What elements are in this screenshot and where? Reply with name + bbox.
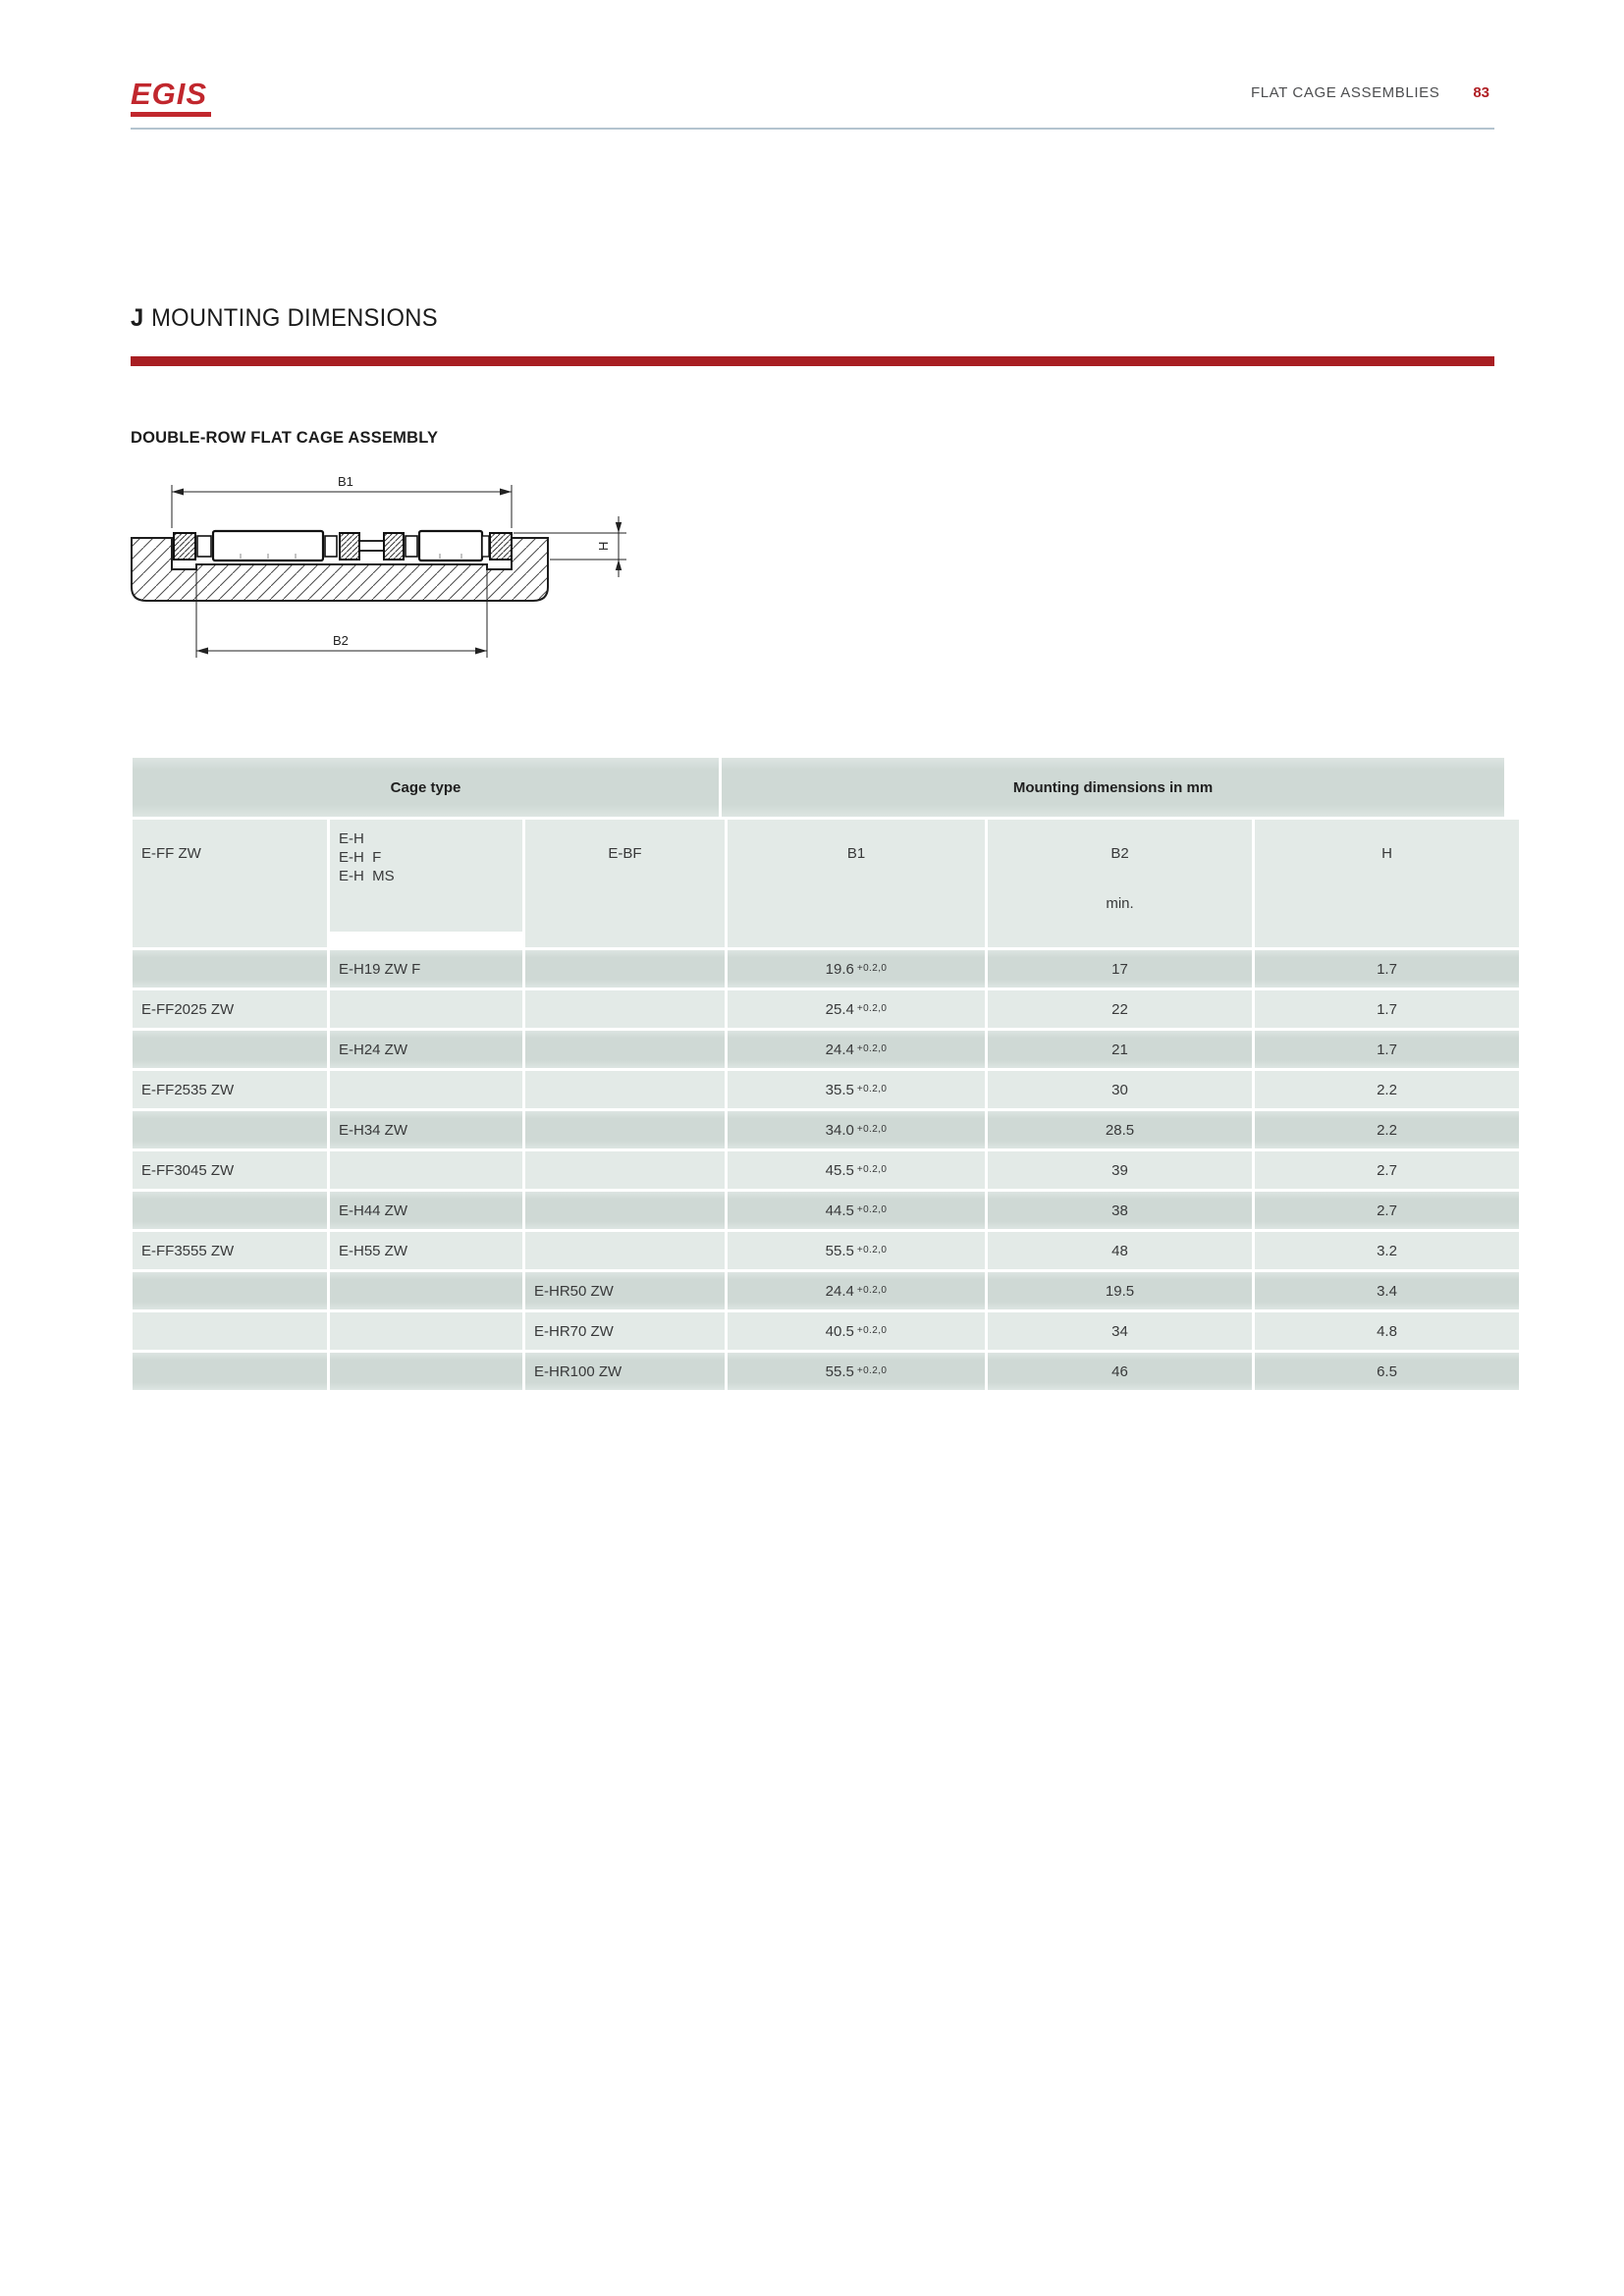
column-header-ebf: E-BF xyxy=(525,820,725,947)
cell-ebf xyxy=(525,990,725,1028)
table-row xyxy=(133,1071,1504,1108)
cell-ebf xyxy=(525,1071,725,1108)
table-row xyxy=(133,1111,1504,1148)
group-header-mounting-dimensions: Mounting dimensions in mm xyxy=(722,758,1504,817)
b1-tolerance: +0.2,0 xyxy=(856,1244,888,1255)
section-divider-bar xyxy=(131,356,1494,366)
table-row xyxy=(133,1353,1504,1390)
cell-eff-zw xyxy=(133,1272,327,1309)
b1-tolerance: +0.2,0 xyxy=(856,1203,888,1215)
cell-b2: 17 xyxy=(988,950,1252,988)
cage-spacer xyxy=(482,536,489,557)
cell-h: 3.2 xyxy=(1255,1232,1519,1269)
b1-value: 25.4 xyxy=(825,1000,854,1018)
column-header-b2 xyxy=(988,820,1252,947)
section-title-text: MOUNTING DIMENSIONS xyxy=(151,304,438,332)
b1-value: 34.0 xyxy=(825,1121,854,1139)
column-header-b1: B1 xyxy=(728,820,985,947)
column-header-h: H xyxy=(1255,820,1519,947)
b1-value: 40.5 xyxy=(825,1322,854,1340)
cell-b1 xyxy=(728,1192,985,1229)
cell-eh: E-H19 ZW F xyxy=(330,950,522,988)
column-header-b2-min: min. xyxy=(1106,895,1134,912)
table-row xyxy=(133,1312,1504,1350)
b1-tolerance: +0.2,0 xyxy=(856,962,888,974)
column-header-eff-zw: E-FF ZW xyxy=(133,820,327,947)
cell-eff-zw xyxy=(133,1192,327,1229)
cell-eh xyxy=(330,1353,522,1390)
cell-b1 xyxy=(728,1312,985,1350)
cage-center-link xyxy=(359,541,384,551)
cell-h: 2.2 xyxy=(1255,1111,1519,1148)
cell-ebf xyxy=(525,950,725,988)
cell-b1 xyxy=(728,990,985,1028)
table-row xyxy=(133,1232,1504,1269)
egis-logo: EGIS xyxy=(131,79,211,117)
b1-value: 19.6 xyxy=(825,960,854,978)
cell-ebf: E-HR50 ZW xyxy=(525,1272,725,1309)
cage-end-block-left xyxy=(174,533,195,560)
cell-h: 1.7 xyxy=(1255,990,1519,1028)
cell-b1 xyxy=(728,1111,985,1148)
table-column-header-row xyxy=(133,820,1504,947)
cell-ebf xyxy=(525,1111,725,1148)
cell-h: 1.7 xyxy=(1255,1031,1519,1068)
cage-end-block-right xyxy=(490,533,512,560)
cell-b2: 30 xyxy=(988,1071,1252,1108)
cell-b1 xyxy=(728,1272,985,1309)
cell-eff-zw xyxy=(133,1031,327,1068)
cell-ebf xyxy=(525,1151,725,1189)
cell-b1 xyxy=(728,1071,985,1108)
cell-eh: E-H55 ZW xyxy=(330,1232,522,1269)
cell-eff-zw xyxy=(133,1111,327,1148)
column-header-eh xyxy=(330,820,522,932)
page-header xyxy=(1251,84,1489,101)
cage-spacer xyxy=(406,536,417,557)
column-header-eh-line: E-H xyxy=(339,830,364,847)
b1-tolerance: +0.2,0 xyxy=(856,1364,888,1376)
column-header-b2-label: B2 xyxy=(1110,845,1129,862)
dim-label-b2: B2 xyxy=(333,633,349,648)
b1-tolerance: +0.2,0 xyxy=(856,1163,888,1175)
cell-b1 xyxy=(728,1232,985,1269)
cell-b2: 46 xyxy=(988,1353,1252,1390)
b1-tolerance: +0.2,0 xyxy=(856,1042,888,1054)
cell-h: 6.5 xyxy=(1255,1353,1519,1390)
b1-tolerance: +0.2,0 xyxy=(856,1123,888,1135)
cage-spacer xyxy=(197,536,211,557)
table-group-header-row xyxy=(133,758,1504,817)
table-row xyxy=(133,990,1504,1028)
table-row xyxy=(133,1151,1504,1189)
cell-ebf: E-HR100 ZW xyxy=(525,1353,725,1390)
b1-value: 55.5 xyxy=(825,1242,854,1259)
cell-eff-zw: E-FF3045 ZW xyxy=(133,1151,327,1189)
cell-ebf xyxy=(525,1192,725,1229)
cell-h: 3.4 xyxy=(1255,1272,1519,1309)
cell-eff-zw: E-FF3555 ZW xyxy=(133,1232,327,1269)
subsection-title: DOUBLE-ROW FLAT CAGE ASSEMBLY xyxy=(131,429,439,447)
dim-label-b1: B1 xyxy=(338,474,353,489)
cell-eh xyxy=(330,1272,522,1309)
b1-tolerance: +0.2,0 xyxy=(856,1324,888,1336)
cell-b2: 48 xyxy=(988,1232,1252,1269)
cell-eff-zw: E-FF2535 ZW xyxy=(133,1071,327,1108)
cell-eh xyxy=(330,990,522,1028)
cell-eh: E-H24 ZW xyxy=(330,1031,522,1068)
cell-b1 xyxy=(728,1151,985,1189)
header-rule xyxy=(131,128,1494,130)
section-letter: J xyxy=(131,304,144,332)
cell-h: 2.7 xyxy=(1255,1192,1519,1229)
cell-eh xyxy=(330,1312,522,1350)
page-number: 83 xyxy=(1473,84,1489,101)
cell-eff-zw xyxy=(133,1312,327,1350)
column-header-eh-line: E-H MS xyxy=(339,868,395,884)
b1-value: 35.5 xyxy=(825,1081,854,1098)
cell-h: 4.8 xyxy=(1255,1312,1519,1350)
b1-tolerance: +0.2,0 xyxy=(856,1002,888,1014)
b1-value: 24.4 xyxy=(825,1282,854,1300)
cell-eh: E-H44 ZW xyxy=(330,1192,522,1229)
cell-eh xyxy=(330,1071,522,1108)
table-row xyxy=(133,1272,1504,1309)
cage-center-block-right xyxy=(384,533,404,560)
cell-b2: 22 xyxy=(988,990,1252,1028)
b1-value: 45.5 xyxy=(825,1161,854,1179)
cage-center-block-left xyxy=(340,533,359,560)
cell-ebf: E-HR70 ZW xyxy=(525,1312,725,1350)
header-title: FLAT CAGE ASSEMBLIES xyxy=(1250,84,1440,101)
cell-eff-zw xyxy=(133,1353,327,1390)
cell-b2: 38 xyxy=(988,1192,1252,1229)
group-header-cage-type: Cage type xyxy=(133,758,719,817)
cell-ebf xyxy=(525,1232,725,1269)
b1-tolerance: +0.2,0 xyxy=(856,1083,888,1095)
cell-b2: 28.5 xyxy=(988,1111,1252,1148)
table-body xyxy=(133,950,1504,1390)
cell-ebf xyxy=(525,1031,725,1068)
dim-label-h: H xyxy=(596,541,611,551)
b1-value: 24.4 xyxy=(825,1041,854,1058)
cell-b2: 39 xyxy=(988,1151,1252,1189)
column-header-eh-line: E-H F xyxy=(339,849,382,866)
cell-eff-zw: E-FF2025 ZW xyxy=(133,990,327,1028)
cell-b2: 21 xyxy=(988,1031,1252,1068)
b1-value: 55.5 xyxy=(825,1362,854,1380)
assembly-cross-section-drawing xyxy=(131,471,661,677)
b1-value: 44.5 xyxy=(825,1201,854,1219)
mounting-dimensions-table xyxy=(133,758,1504,1393)
cage-spacer xyxy=(325,536,337,557)
cell-eff-zw xyxy=(133,950,327,988)
cell-b1 xyxy=(728,950,985,988)
cell-h: 2.2 xyxy=(1255,1071,1519,1108)
b1-tolerance: +0.2,0 xyxy=(856,1284,888,1296)
cell-b2: 34 xyxy=(988,1312,1252,1350)
section-title xyxy=(131,304,438,333)
table-row xyxy=(133,950,1504,988)
cell-eh xyxy=(330,1151,522,1189)
cell-h: 2.7 xyxy=(1255,1151,1519,1189)
table-row xyxy=(133,1031,1504,1068)
cell-b1 xyxy=(728,1353,985,1390)
table-row xyxy=(133,1192,1504,1229)
cell-b1 xyxy=(728,1031,985,1068)
cell-eh: E-H34 ZW xyxy=(330,1111,522,1148)
cell-b2: 19.5 xyxy=(988,1272,1252,1309)
cell-h: 1.7 xyxy=(1255,950,1519,988)
roller-row-right xyxy=(419,531,482,561)
